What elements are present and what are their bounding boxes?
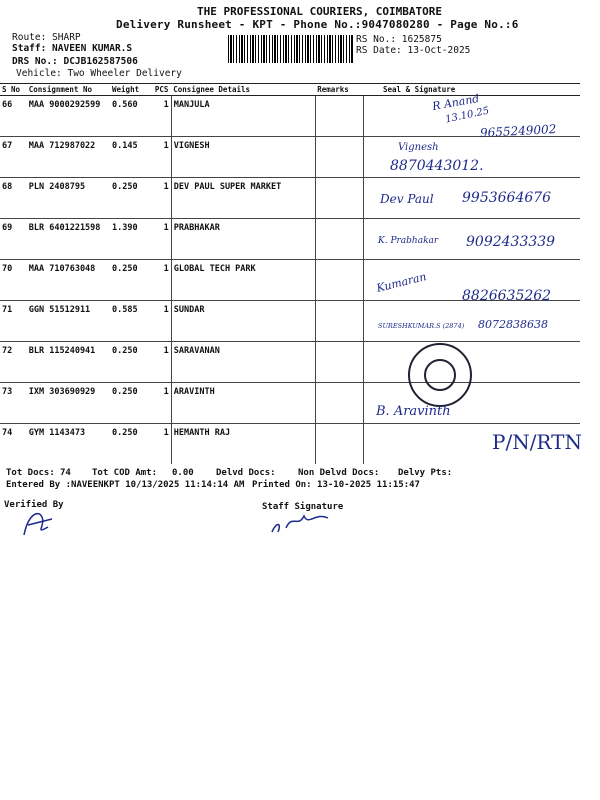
row-remarks bbox=[315, 383, 363, 424]
row-consignee: SARAVANAN bbox=[171, 342, 315, 383]
row-weight: 0.145 bbox=[110, 137, 153, 178]
row-sno: 72 bbox=[0, 342, 27, 383]
entered-by: Entered By :NAVEENKPT 10/13/2025 11:14:14 AM bbox=[6, 480, 245, 490]
row-weight: 0.250 bbox=[112, 428, 138, 438]
handwritten-phone: 8870443012. bbox=[390, 158, 484, 174]
row-remarks bbox=[315, 260, 363, 301]
table-row bbox=[0, 137, 580, 178]
row-remarks bbox=[315, 178, 363, 219]
row-weight: 0.250 bbox=[110, 178, 153, 219]
courier-stamp bbox=[408, 343, 472, 407]
handwritten-signature: Kumaran bbox=[375, 270, 428, 295]
table-row bbox=[0, 342, 580, 383]
row-weight: 1.390 bbox=[110, 219, 153, 260]
handwritten-signature: Vignesh bbox=[398, 142, 439, 153]
handwritten-signature: K. Prabhakar bbox=[378, 236, 439, 246]
row-pcs: 1 bbox=[153, 383, 171, 424]
rs-number: RS No.: 1625875 bbox=[356, 34, 442, 45]
printed-on: Printed On: 13-10-2025 11:15:47 bbox=[252, 480, 420, 490]
staff-signature-icon bbox=[268, 508, 338, 538]
row-remarks bbox=[315, 96, 363, 137]
row-consignee: MANJULA bbox=[171, 96, 315, 137]
row-pcs: 1 bbox=[153, 301, 171, 342]
row-pcs: 1 bbox=[163, 428, 169, 438]
row-sno: 68 bbox=[0, 178, 27, 219]
row-weight: 0.250 bbox=[110, 383, 153, 424]
tot-cod-value: 0.00 bbox=[172, 468, 194, 478]
verified-by-label: Verified By bbox=[4, 500, 64, 510]
delvy-pts-label: Delvy Pts: bbox=[398, 468, 453, 478]
row-sno: 71 bbox=[0, 301, 27, 342]
col-consignee: Consignee Details bbox=[171, 84, 315, 96]
row-weight: 0.585 bbox=[110, 301, 153, 342]
handwritten-signature: SURESHKUMAR.S (2874) bbox=[378, 322, 465, 330]
handwritten-note: P/N/RTN bbox=[492, 430, 582, 454]
row-consignee: GLOBAL TECH PARK bbox=[171, 260, 315, 301]
row-consignment: MAA 710763048 bbox=[27, 260, 110, 301]
handwritten-signature: R Anand bbox=[431, 91, 481, 114]
row-consignee: VIGNESH bbox=[171, 137, 315, 178]
row-sno: 67 bbox=[0, 137, 27, 178]
row-sno: 69 bbox=[0, 219, 27, 260]
row-consignment: GYM 1143473 bbox=[28, 428, 86, 438]
row-consignment: MAA 712987022 bbox=[27, 137, 110, 178]
table-header-row bbox=[0, 84, 580, 96]
handwritten-phone: 9655249002 bbox=[479, 122, 557, 140]
row-consignee: PRABHAKAR bbox=[171, 219, 315, 260]
row-consignment: PLN 2408795 bbox=[27, 178, 110, 219]
rs-date: RS Date: 13-Oct-2025 bbox=[356, 45, 471, 56]
row-sno: 73 bbox=[0, 383, 27, 424]
tot-docs-label: Tot Docs: bbox=[6, 468, 55, 478]
row-consignee: DEV PAUL SUPER MARKET bbox=[171, 178, 315, 219]
handwritten-signature: B. Aravinth bbox=[376, 404, 451, 419]
row-remarks bbox=[315, 342, 363, 383]
row-consignee: ARAVINTH bbox=[171, 383, 315, 424]
row-consignment: BLR 115240941 bbox=[27, 342, 110, 383]
row-remarks bbox=[315, 137, 363, 178]
handwritten-phone: 8072838638 bbox=[478, 318, 548, 331]
drs-number: DRS No.: DCJB162587506 bbox=[12, 56, 138, 67]
barcode-image bbox=[228, 35, 353, 63]
row-remarks bbox=[315, 301, 363, 342]
vehicle-text: Vehicle: Two Wheeler Delivery bbox=[16, 68, 182, 79]
row-remarks bbox=[315, 219, 363, 260]
company-title: THE PROFESSIONAL COURIERS, COIMBATORE bbox=[197, 5, 443, 18]
row-weight: 0.250 bbox=[110, 342, 153, 383]
col-remarks: Remarks bbox=[315, 84, 363, 96]
row-weight: 0.250 bbox=[110, 260, 153, 301]
row-sno: 74 bbox=[2, 428, 13, 438]
row-remarks bbox=[315, 424, 363, 464]
row-consignment: BLR 6401221598 bbox=[27, 219, 110, 260]
row-sno: 66 bbox=[0, 96, 27, 137]
tot-docs-value: 74 bbox=[60, 468, 71, 478]
col-sno: S No bbox=[0, 84, 27, 96]
delivery-table bbox=[0, 83, 580, 464]
row-pcs: 1 bbox=[153, 137, 171, 178]
col-pcs: PCS bbox=[153, 84, 171, 96]
non-delvd-docs-label: Non Delvd Docs: bbox=[298, 468, 380, 478]
row-pcs: 1 bbox=[153, 178, 171, 219]
tot-cod-label: Tot COD Amt: bbox=[92, 468, 158, 478]
row-pcs: 1 bbox=[153, 260, 171, 301]
row-consignee: SUNDAR bbox=[171, 301, 315, 342]
row-pcs: 1 bbox=[153, 342, 171, 383]
handwritten-phone: 9953664676 bbox=[462, 190, 552, 206]
handwritten-date: 13.10.25 bbox=[444, 105, 491, 126]
row-weight: 0.560 bbox=[110, 96, 153, 137]
col-weight: Weight bbox=[110, 84, 153, 96]
delvd-docs-label: Delvd Docs: bbox=[216, 468, 276, 478]
handwritten-phone: 8826635262 bbox=[462, 288, 552, 304]
handwritten-phone: 9092433339 bbox=[466, 234, 556, 250]
row-consignment: IXM 303690929 bbox=[27, 383, 110, 424]
col-seal: Seal & Signature bbox=[363, 84, 580, 96]
row-sno: 70 bbox=[0, 260, 27, 301]
verifier-signature-icon bbox=[18, 505, 58, 541]
row-consignment: GGN 51512911 bbox=[27, 301, 110, 342]
staff-text: Staff: NAVEEN KUMAR.S bbox=[12, 43, 133, 54]
row-consignee: HEMANTH RAJ bbox=[171, 424, 315, 464]
row-consignment: MAA 9000292599 bbox=[27, 96, 110, 137]
handwritten-signature: Dev Paul bbox=[380, 192, 434, 206]
runsheet-title: Delivery Runsheet - KPT - Phone No.:9047080280 - Page No.:6 bbox=[116, 18, 519, 31]
route-text: Route: SHARP bbox=[12, 32, 81, 43]
row-pcs: 1 bbox=[153, 219, 171, 260]
table-row bbox=[0, 383, 580, 424]
col-consignment: Consignment No bbox=[27, 84, 110, 96]
row-pcs: 1 bbox=[153, 96, 171, 137]
staff-signature-label: Staff Signature bbox=[262, 502, 344, 512]
